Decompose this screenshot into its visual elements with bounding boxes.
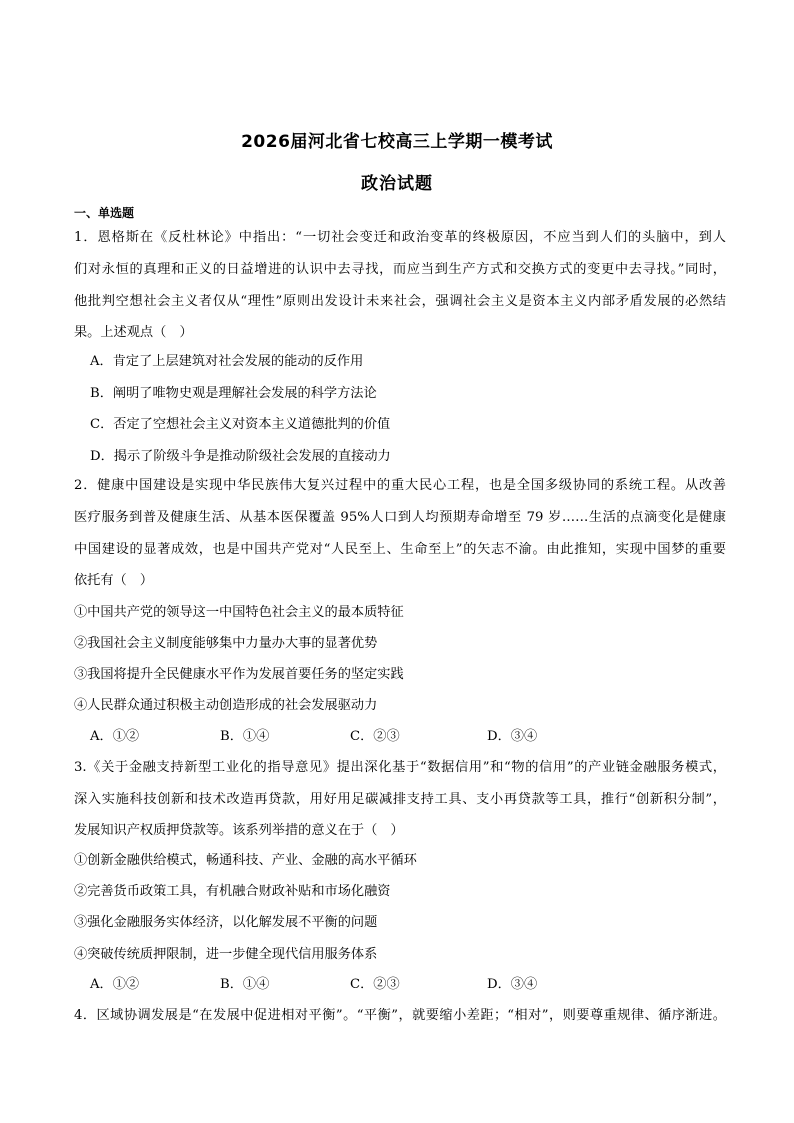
question-text-line: 们对永恒的真理和正义的日益增进的认识中去寻找，而应当到生产方式和交换方式的变更中去寻找。”同时，	[74, 262, 726, 277]
question-text-line: 医疗服务到普及健康生活、从基本医保覆盖 95%人口到人均预期寿命增至 79 岁……生活的点滴变化是健康	[74, 510, 726, 525]
answer-choice-d: D．③④	[487, 977, 538, 992]
question-text-line: 果。上述观点（ ）	[74, 325, 193, 340]
question-text-line: 中国建设的显著成效，也是中国共产党对“人民至上、生命至上”的矢志不渝。由此推知，实现中国梦的重要	[74, 542, 726, 557]
exam-subtitle: 政治试题	[361, 174, 433, 194]
option-d: D．揭示了阶级斗争是推动阶级社会发展的直接动力	[90, 449, 391, 464]
statement-2: ②完善货币政策工具，有机融合财政补贴和市场化融资	[74, 884, 391, 899]
answer-choice-a: A．①②	[90, 729, 140, 744]
statement-3: ③我国将提升全民健康水平作为发展首要任务的坚定实践	[74, 667, 404, 682]
statement-2: ②我国社会主义制度能够集中力量办大事的显著优势	[74, 636, 378, 651]
question-text-line: 他批判空想社会主义者仅从“理性”原则出发设计未来社会，强调社会主义是资本主义内部矛盾发展的必然结	[74, 294, 726, 309]
question-text-line: 2．健康中国建设是实现中华民族伟大复兴过程中的重大民心工程，也是全国多级协同的系统工程。从改善	[74, 478, 726, 493]
option-b: B．阐明了唯物史观是理解社会发展的科学方法论	[90, 386, 377, 401]
statement-3: ③强化金融服务实体经济，以化解发展不平衡的问题	[74, 915, 378, 930]
statement-1: ①中国共产党的领导这一中国特色社会主义的最本质特征	[74, 605, 404, 620]
question-text-line: 4．区域协调发展是“在发展中促进相对平衡”。“平衡”，就要缩小差距；“相对”，则要尊重规律、循序渐进。	[74, 1008, 726, 1023]
question-text-line: 深入实施科技创新和技术改造再贷款，用好用足碳减排支持工具、支小再贷款等工具，推行“创新积分制”，	[74, 792, 726, 807]
answer-choice-c: C．②③	[350, 729, 400, 744]
answer-choice-a: A．①②	[90, 977, 140, 992]
exam-title: 2026届河北省七校高三上学期一模考试	[241, 132, 553, 152]
answer-choice-c: C．②③	[350, 977, 400, 992]
statement-4: ④突破传统质押限制，进一步健全现代信用服务体系	[74, 947, 378, 962]
question-text-line: 发展知识产权质押贷款等。该系列举措的意义在于（ ）	[74, 823, 404, 838]
section-heading: 一、单选题	[74, 206, 135, 220]
option-a: A．肯定了上层建筑对社会发展的能动的反作用	[90, 354, 364, 369]
answer-choice-b: B．①④	[220, 729, 270, 744]
statement-1: ①创新金融供给模式，畅通科技、产业、金融的高水平循环	[74, 853, 417, 868]
statement-4: ④人民群众通过积极主动创造形成的社会发展驱动力	[74, 698, 378, 713]
answer-choice-d: D．③④	[487, 729, 538, 744]
option-c: C．否定了空想社会主义对资本主义道德批判的价值	[90, 417, 391, 432]
question-text-line: 3.《关于金融支持新型工业化的指导意见》提出深化基于“数据信用”和“物的信用”的产业链金融服务模式，	[74, 760, 726, 775]
answer-choice-b: B．①④	[220, 977, 270, 992]
question-text-line: 1．恩格斯在《反杜林论》中指出：“一切社会变迁和政治变革的终极原因，不应当到人们的头脑中，到人	[74, 230, 726, 245]
question-text-line: 依托有（ ）	[74, 573, 154, 588]
